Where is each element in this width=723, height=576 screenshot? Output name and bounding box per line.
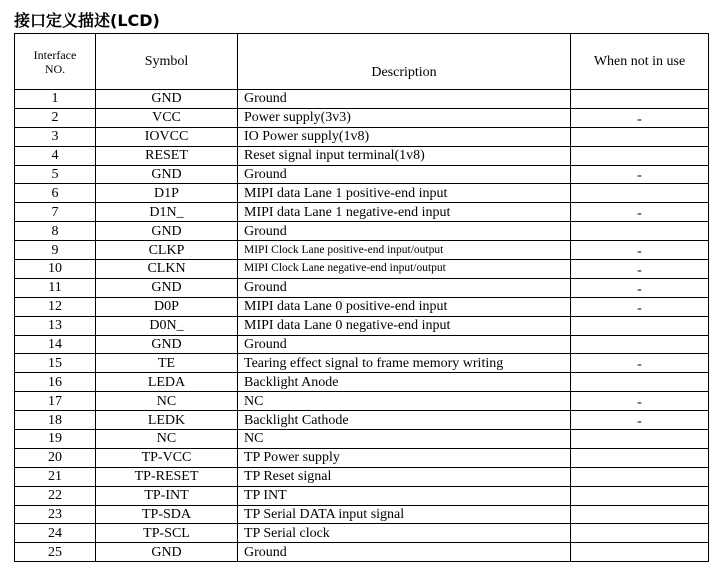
cell-symbol: D1N_ (96, 203, 238, 222)
cell-when-not-in-use: - (571, 354, 709, 373)
header-interface-no (15, 34, 96, 90)
cell-when-not-in-use: - (571, 165, 709, 184)
table-row (15, 486, 709, 505)
cell-when-not-in-use: - (571, 392, 709, 411)
interface-definition-table (14, 33, 709, 562)
cell-when-not-in-use (571, 127, 709, 146)
cell-interface-no: 20 (15, 448, 96, 467)
table-row (15, 241, 709, 260)
cell-description: MIPI data Lane 1 positive-end input (238, 184, 571, 203)
cell-interface-no: 21 (15, 467, 96, 486)
cell-description: Backlight Cathode (238, 411, 571, 430)
table-row (15, 184, 709, 203)
cell-interface-no: 25 (15, 543, 96, 562)
cell-when-not-in-use: - (571, 411, 709, 430)
cell-when-not-in-use: - (571, 278, 709, 297)
table-row (15, 335, 709, 354)
cell-interface-no: 3 (15, 127, 96, 146)
cell-symbol: GND (96, 222, 238, 241)
cell-symbol: TP-VCC (96, 448, 238, 467)
cell-interface-no: 7 (15, 203, 96, 222)
cell-when-not-in-use (571, 184, 709, 203)
cell-interface-no: 22 (15, 486, 96, 505)
cell-description: TP Power supply (238, 448, 571, 467)
cell-interface-no: 9 (15, 241, 96, 260)
cell-description: Reset signal input terminal(1v8) (238, 146, 571, 165)
cell-when-not-in-use (571, 430, 709, 449)
cell-symbol: TP-INT (96, 486, 238, 505)
cell-description: NC (238, 430, 571, 449)
cell-symbol: TE (96, 354, 238, 373)
cell-symbol: D0P (96, 297, 238, 316)
cell-symbol: TP-RESET (96, 467, 238, 486)
table-row (15, 203, 709, 222)
table-row (15, 90, 709, 109)
cell-interface-no: 16 (15, 373, 96, 392)
cell-when-not-in-use (571, 316, 709, 335)
table-row (15, 373, 709, 392)
table-row (15, 411, 709, 430)
table-body (15, 90, 709, 562)
table-row (15, 543, 709, 562)
cell-symbol: CLKN (96, 260, 238, 279)
cell-when-not-in-use (571, 486, 709, 505)
cell-interface-no: 4 (15, 146, 96, 165)
cell-when-not-in-use (571, 505, 709, 524)
cell-interface-no: 8 (15, 222, 96, 241)
table-header-row (15, 34, 709, 90)
cell-when-not-in-use: - (571, 203, 709, 222)
cell-description: Tearing effect signal to frame memory writing (238, 354, 571, 373)
cell-description: TP Reset signal (238, 467, 571, 486)
cell-interface-no: 6 (15, 184, 96, 203)
cell-symbol: GND (96, 90, 238, 109)
cell-description: NC (238, 392, 571, 411)
cell-interface-no: 15 (15, 354, 96, 373)
table-row (15, 316, 709, 335)
cell-interface-no: 1 (15, 90, 96, 109)
cell-interface-no: 19 (15, 430, 96, 449)
cell-symbol: NC (96, 392, 238, 411)
cell-description: Ground (238, 222, 571, 241)
header-interface-no-line1: Interface (33, 47, 77, 62)
cell-description: Ground (238, 335, 571, 354)
table-row (15, 165, 709, 184)
cell-symbol: TP-SCL (96, 524, 238, 543)
header-description: Description (238, 34, 571, 90)
table-row (15, 392, 709, 411)
cell-symbol: GND (96, 543, 238, 562)
table-row (15, 222, 709, 241)
cell-interface-no: 13 (15, 316, 96, 335)
cell-description: MIPI Clock Lane negative-end input/output (238, 260, 571, 279)
header-interface-no-line2: NO. (44, 61, 66, 76)
cell-interface-no: 11 (15, 278, 96, 297)
cell-interface-no: 24 (15, 524, 96, 543)
cell-when-not-in-use (571, 543, 709, 562)
cell-symbol: RESET (96, 146, 238, 165)
cell-symbol: LEDA (96, 373, 238, 392)
cell-when-not-in-use (571, 373, 709, 392)
cell-description: MIPI data Lane 0 positive-end input (238, 297, 571, 316)
cell-description: MIPI data Lane 0 negative-end input (238, 316, 571, 335)
cell-interface-no: 2 (15, 108, 96, 127)
cell-description: Power supply(3v3) (238, 108, 571, 127)
cell-when-not-in-use (571, 467, 709, 486)
cell-symbol: D0N_ (96, 316, 238, 335)
cell-when-not-in-use: - (571, 108, 709, 127)
cell-symbol: D1P (96, 184, 238, 203)
cell-symbol: IOVCC (96, 127, 238, 146)
table-row (15, 146, 709, 165)
cell-description: Ground (238, 278, 571, 297)
table-row (15, 524, 709, 543)
table-row (15, 448, 709, 467)
cell-interface-no: 14 (15, 335, 96, 354)
cell-when-not-in-use (571, 335, 709, 354)
cell-interface-no: 17 (15, 392, 96, 411)
cell-when-not-in-use: - (571, 297, 709, 316)
page-title: 接口定义描述(LCD) (14, 11, 160, 30)
cell-when-not-in-use: - (571, 260, 709, 279)
cell-interface-no: 23 (15, 505, 96, 524)
table-row (15, 467, 709, 486)
cell-when-not-in-use (571, 524, 709, 543)
table-row (15, 354, 709, 373)
table-row (15, 430, 709, 449)
table-row (15, 127, 709, 146)
header-symbol: Symbol (96, 34, 238, 90)
cell-symbol: GND (96, 335, 238, 354)
cell-when-not-in-use (571, 448, 709, 467)
table-row (15, 260, 709, 279)
cell-symbol: NC (96, 430, 238, 449)
cell-symbol: GND (96, 278, 238, 297)
cell-interface-no: 12 (15, 297, 96, 316)
table-row (15, 297, 709, 316)
cell-symbol: GND (96, 165, 238, 184)
cell-description: TP INT (238, 486, 571, 505)
table-row (15, 108, 709, 127)
cell-description: Ground (238, 165, 571, 184)
cell-description: Backlight Anode (238, 373, 571, 392)
table-row (15, 278, 709, 297)
cell-when-not-in-use (571, 222, 709, 241)
cell-interface-no: 5 (15, 165, 96, 184)
cell-description: TP Serial clock (238, 524, 571, 543)
cell-description: TP Serial DATA input signal (238, 505, 571, 524)
cell-description: MIPI data Lane 1 negative-end input (238, 203, 571, 222)
cell-when-not-in-use: - (571, 241, 709, 260)
cell-interface-no: 18 (15, 411, 96, 430)
cell-symbol: CLKP (96, 241, 238, 260)
cell-interface-no: 10 (15, 260, 96, 279)
cell-when-not-in-use (571, 146, 709, 165)
cell-when-not-in-use (571, 90, 709, 109)
cell-description: IO Power supply(1v8) (238, 127, 571, 146)
cell-description: MIPI Clock Lane positive-end input/output (238, 241, 571, 260)
cell-symbol: TP-SDA (96, 505, 238, 524)
table-row (15, 505, 709, 524)
cell-symbol: LEDK (96, 411, 238, 430)
cell-symbol: VCC (96, 108, 238, 127)
cell-description: Ground (238, 90, 571, 109)
cell-description: Ground (238, 543, 571, 562)
header-when-not-in-use: When not in use (571, 34, 709, 90)
